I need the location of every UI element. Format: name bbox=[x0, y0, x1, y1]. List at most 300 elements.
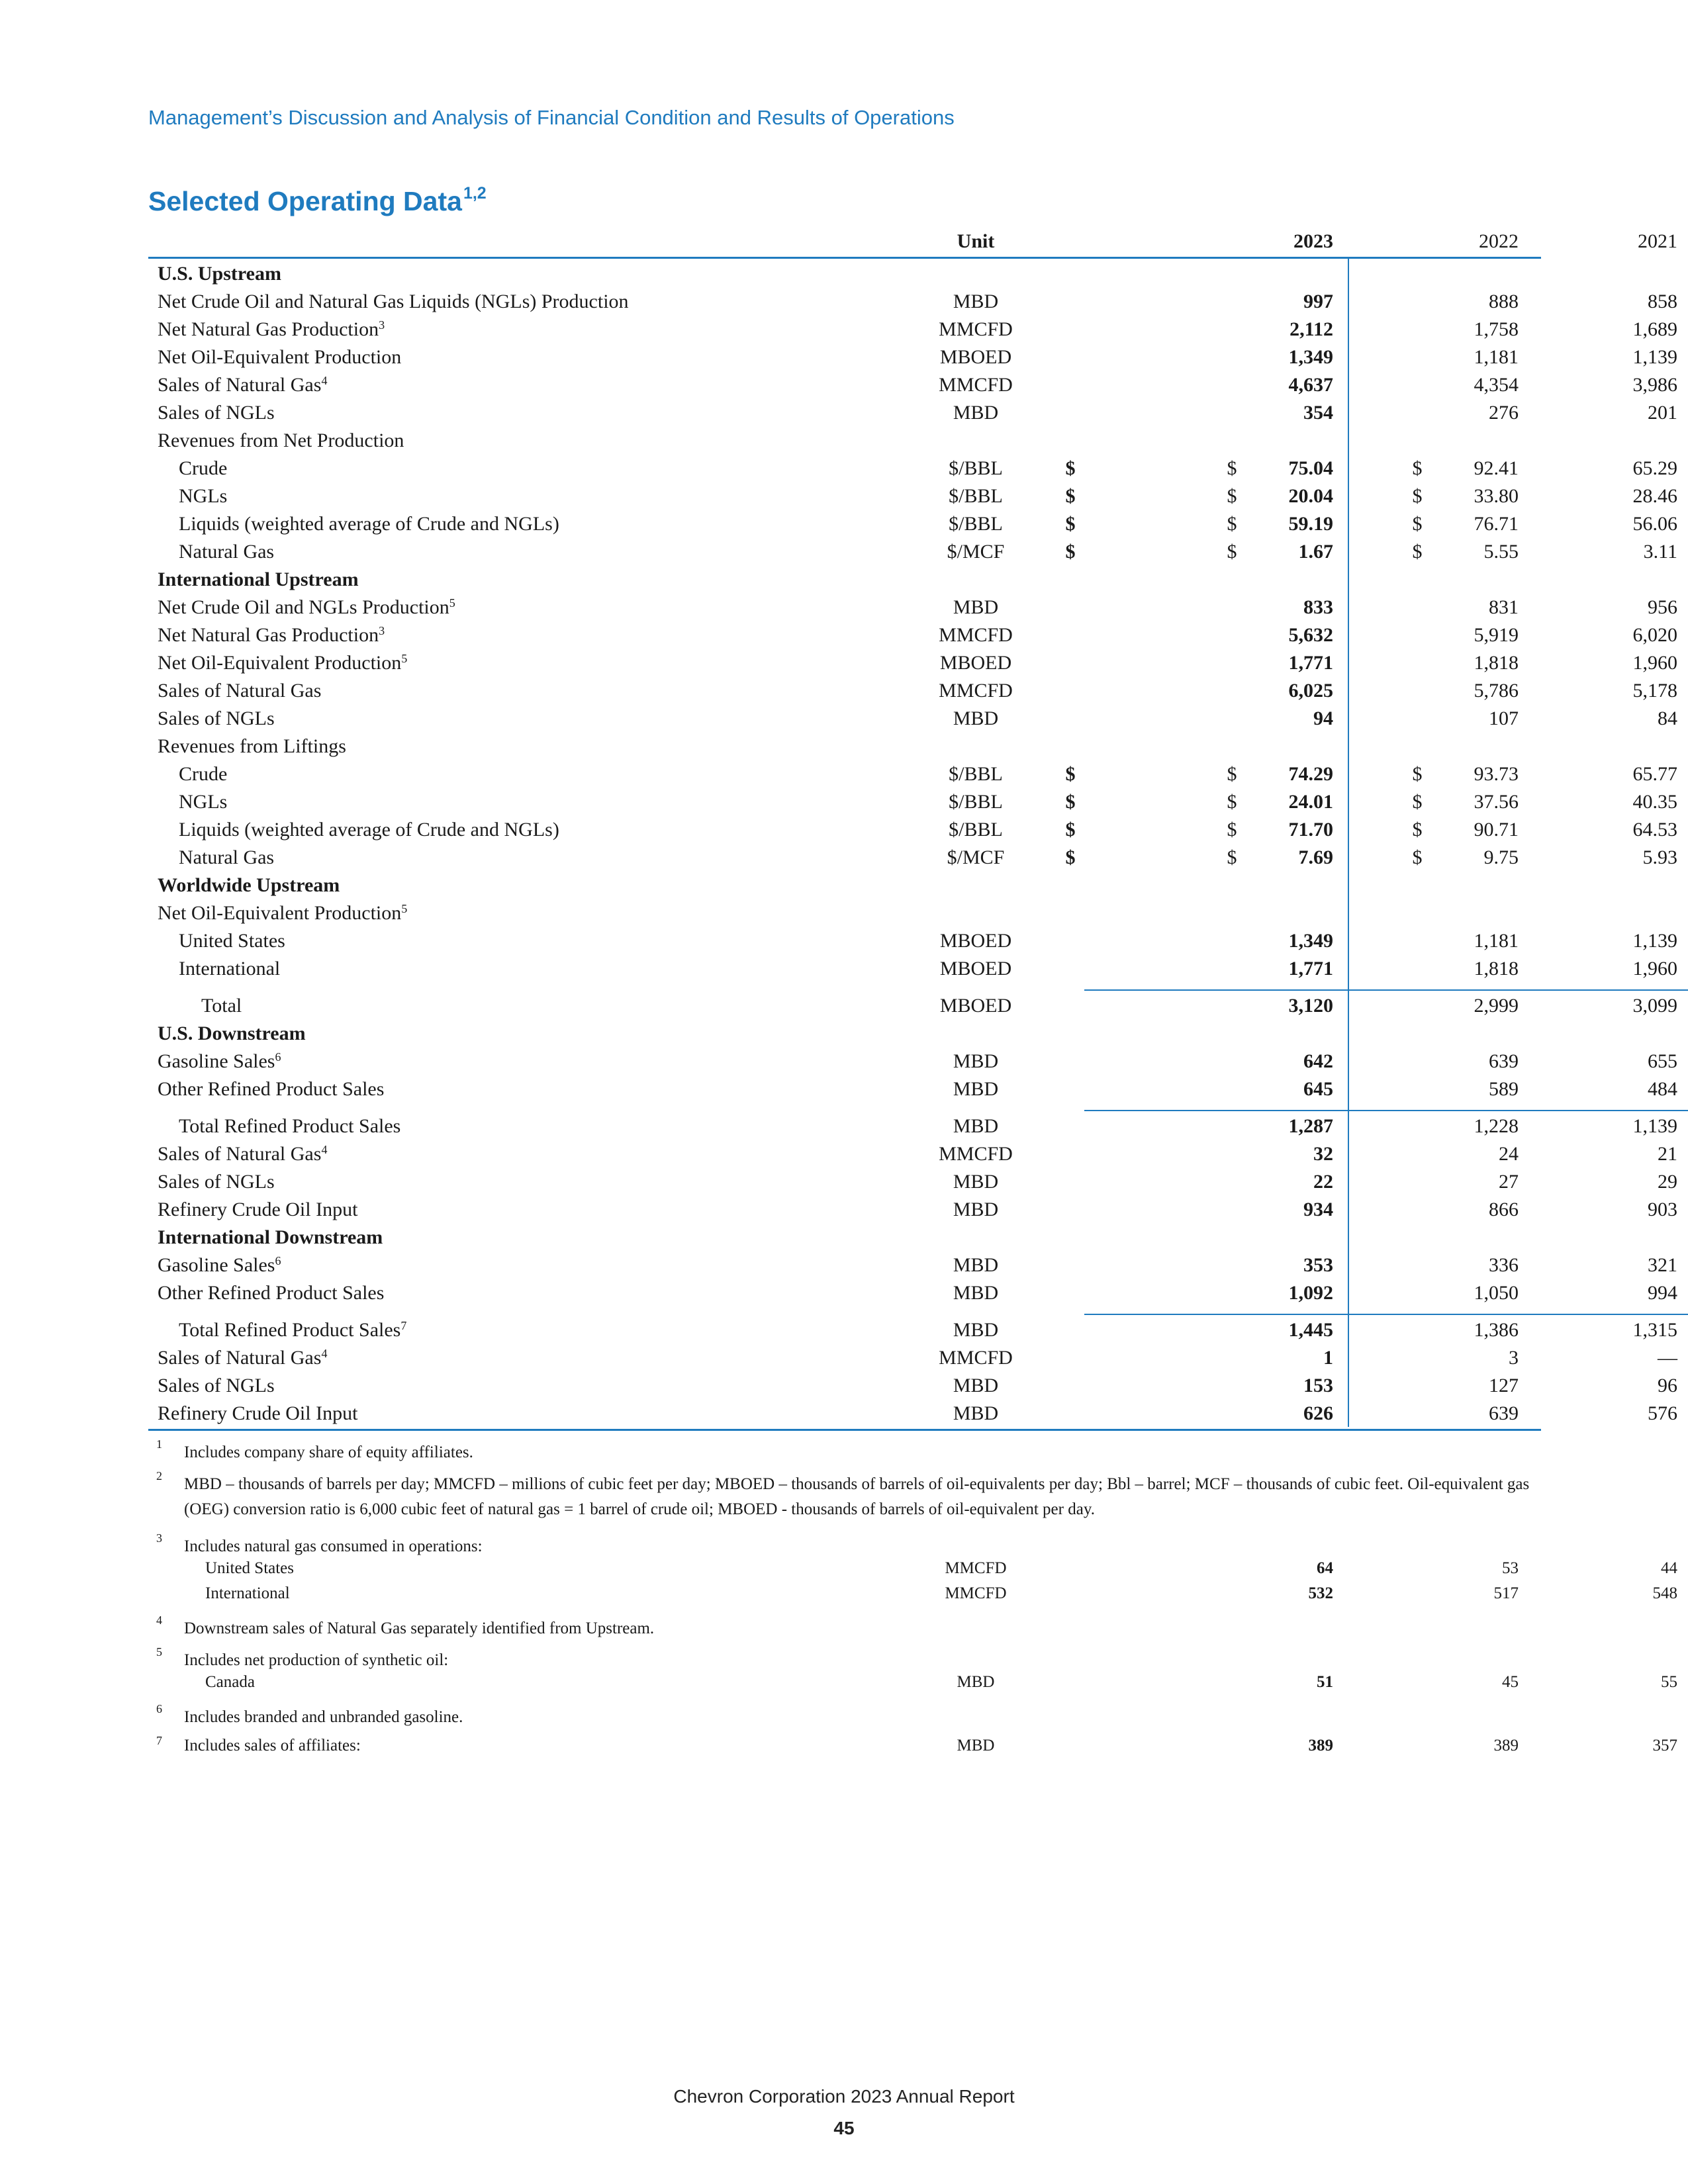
value-2023: 626 bbox=[1303, 1402, 1333, 1424]
section-heading-row bbox=[148, 1222, 1541, 1250]
value-2023: 24.01 bbox=[1288, 791, 1333, 813]
row-unit: MBD bbox=[953, 1078, 999, 1100]
value-2021: — bbox=[1658, 1347, 1677, 1369]
row-label-text: Worldwide Upstream bbox=[158, 874, 340, 896]
row-unit: MBD bbox=[953, 1115, 999, 1137]
row-label-text: Sales of NGLs bbox=[158, 707, 275, 729]
currency-symbol-2023: $ bbox=[1065, 791, 1076, 813]
row-label bbox=[179, 485, 227, 508]
footnote-ref: 5 bbox=[401, 902, 408, 915]
row-label bbox=[158, 263, 281, 285]
value-2021: 1,960 bbox=[1632, 958, 1677, 979]
footnote-row-value-2021: 357 bbox=[1652, 1737, 1677, 1754]
value-2023: 4,637 bbox=[1288, 374, 1333, 396]
value-2022: 76.71 bbox=[1474, 513, 1519, 535]
footnote-3-row bbox=[148, 1559, 1677, 1584]
currency-symbol-2022: $ bbox=[1227, 819, 1237, 841]
value-2022: 127 bbox=[1489, 1375, 1519, 1396]
footnote-row-value-2021: 44 bbox=[1661, 1559, 1677, 1577]
footnote-ref: 4 bbox=[321, 1347, 328, 1360]
subtotal-rule bbox=[1084, 989, 1688, 991]
row-label-text: NGLs bbox=[179, 485, 228, 507]
footnote-text: Includes net production of synthetic oil: bbox=[184, 1651, 449, 1669]
table-row bbox=[148, 926, 1677, 954]
row-unit: MMCFD bbox=[939, 318, 1013, 340]
currency-symbol-2023: $ bbox=[1065, 513, 1076, 535]
footnote-text: Includes natural gas consumed in operations: bbox=[184, 1537, 483, 1555]
footnote-3-row bbox=[148, 1584, 1677, 1610]
row-label bbox=[179, 513, 559, 535]
footnote-row-value-2023: 389 bbox=[1308, 1737, 1333, 1754]
footnote-row-value-2022: 517 bbox=[1493, 1584, 1519, 1602]
value-2021: 28.46 bbox=[1632, 485, 1677, 507]
value-2023: 2,112 bbox=[1289, 318, 1333, 340]
value-2021: 29 bbox=[1658, 1171, 1677, 1193]
table-row bbox=[148, 676, 1677, 704]
value-2021: 1,315 bbox=[1632, 1319, 1677, 1341]
row-label-text: Net Crude Oil and Natural Gas Liquids (NGLs) Production bbox=[158, 291, 629, 312]
page-number: 45 bbox=[833, 2118, 855, 2138]
table-row bbox=[148, 342, 1677, 370]
operating-data-table bbox=[148, 225, 1677, 1431]
footnote-ref: 6 bbox=[275, 1254, 281, 1267]
value-2021: 1,689 bbox=[1632, 318, 1677, 340]
row-label-text: Natural Gas bbox=[179, 541, 275, 563]
table-row bbox=[148, 398, 1677, 426]
row-unit: MMCFD bbox=[939, 680, 1013, 702]
footnote-3 bbox=[148, 1531, 1541, 1559]
currency-symbol-2021: $ bbox=[1412, 819, 1423, 841]
value-2022: 589 bbox=[1489, 1078, 1519, 1100]
section-title-text: Selected Operating Data bbox=[148, 186, 462, 216]
value-2023: 934 bbox=[1303, 1199, 1333, 1220]
value-2021: 1,960 bbox=[1632, 652, 1677, 674]
value-2023: 1,445 bbox=[1288, 1319, 1333, 1341]
currency-symbol-2023: $ bbox=[1065, 457, 1076, 479]
row-label-text: Crude bbox=[179, 763, 228, 785]
row-label-text: Refinery Crude Oil Input bbox=[158, 1402, 358, 1424]
value-2022: 33.80 bbox=[1474, 485, 1519, 507]
currency-symbol-2023: $ bbox=[1065, 846, 1076, 868]
value-2021: 3.11 bbox=[1643, 541, 1677, 563]
table-row bbox=[148, 370, 1677, 398]
footnotes bbox=[148, 1437, 1677, 1762]
row-label bbox=[158, 624, 385, 647]
value-2023: 354 bbox=[1303, 402, 1333, 424]
currency-symbol-2022: $ bbox=[1227, 791, 1237, 813]
footnote-row-label: Canada bbox=[205, 1673, 255, 1691]
table-row bbox=[148, 1046, 1677, 1074]
value-2023: 6,025 bbox=[1288, 680, 1333, 702]
row-label bbox=[158, 652, 407, 674]
row-label bbox=[179, 541, 274, 563]
footnote-row-value-2023: 51 bbox=[1317, 1673, 1333, 1691]
table-header-row bbox=[148, 225, 1677, 259]
row-unit: $/BBL bbox=[949, 457, 1003, 479]
section-heading-row bbox=[148, 259, 1541, 287]
row-label-text: Net Oil-Equivalent Production bbox=[158, 346, 402, 368]
row-label bbox=[179, 1115, 400, 1138]
value-2021: 321 bbox=[1648, 1254, 1677, 1276]
row-label-text: Gasoline Sales bbox=[158, 1050, 275, 1072]
row-unit: MBOED bbox=[939, 652, 1012, 674]
table-row bbox=[148, 1195, 1677, 1222]
value-2023: 353 bbox=[1303, 1254, 1333, 1276]
row-unit: MBOED bbox=[939, 930, 1012, 952]
row-label-text: Crude bbox=[179, 457, 228, 479]
row-unit: MBD bbox=[953, 291, 999, 312]
value-2023: 5,632 bbox=[1288, 624, 1333, 646]
row-unit: MMCFD bbox=[939, 374, 1013, 396]
row-label-text: Other Refined Product Sales bbox=[158, 1078, 385, 1100]
currency-symbol-2021: $ bbox=[1412, 846, 1423, 868]
value-2022: 639 bbox=[1489, 1402, 1519, 1424]
value-2023: 1,771 bbox=[1288, 652, 1333, 674]
value-2021: 3,986 bbox=[1632, 374, 1677, 396]
table-body bbox=[148, 259, 1677, 1426]
total-row bbox=[148, 1315, 1677, 1343]
row-unit: MBD bbox=[953, 1050, 999, 1072]
row-unit: $/BBL bbox=[949, 513, 1003, 535]
footnote-row-value-2021: 548 bbox=[1652, 1584, 1677, 1602]
row-label bbox=[158, 680, 321, 702]
row-unit: MMCFD bbox=[939, 1347, 1013, 1369]
value-2022: 5,919 bbox=[1474, 624, 1519, 646]
row-label-text: Sales of Natural Gas bbox=[158, 1347, 322, 1369]
section-heading-row bbox=[148, 1019, 1541, 1046]
value-2022: 866 bbox=[1489, 1199, 1519, 1220]
column-header-2021: 2021 bbox=[1638, 230, 1677, 252]
row-label-text: Sales of Natural Gas bbox=[158, 1143, 322, 1165]
value-2023: 22 bbox=[1313, 1171, 1333, 1193]
currency-symbol-2022: $ bbox=[1227, 846, 1237, 868]
value-2022: 639 bbox=[1489, 1050, 1519, 1072]
row-label-text: Revenues from Liftings bbox=[158, 735, 346, 757]
row-label bbox=[158, 902, 407, 925]
row-label-text: Total Refined Product Sales bbox=[179, 1319, 401, 1341]
row-unit: MBD bbox=[953, 707, 999, 729]
row-unit: $/BBL bbox=[949, 791, 1003, 813]
total-row bbox=[148, 991, 1677, 1019]
table-row bbox=[148, 787, 1677, 815]
value-2021: 484 bbox=[1648, 1078, 1677, 1100]
footnote-row-value-2022: 45 bbox=[1502, 1673, 1519, 1691]
table-row bbox=[148, 954, 1677, 981]
currency-symbol-2021: $ bbox=[1412, 791, 1423, 813]
footnote-ref: 4 bbox=[321, 1143, 328, 1156]
table-row bbox=[148, 842, 1677, 870]
table-row bbox=[148, 620, 1677, 648]
value-2023: 59.19 bbox=[1288, 513, 1333, 535]
currency-symbol-2023: $ bbox=[1065, 541, 1076, 563]
row-unit: MBD bbox=[953, 402, 999, 424]
table-row bbox=[148, 481, 1677, 509]
row-label bbox=[158, 596, 455, 619]
value-2021: 3,099 bbox=[1632, 995, 1677, 1017]
footnote-text: Includes company share of equity affiliates. bbox=[184, 1443, 473, 1461]
row-label bbox=[158, 707, 275, 730]
row-label bbox=[158, 318, 385, 341]
footnote-2 bbox=[148, 1469, 1541, 1530]
table-row bbox=[148, 1343, 1677, 1371]
value-2021: 858 bbox=[1648, 291, 1677, 312]
value-2022: 1,818 bbox=[1474, 958, 1519, 979]
footnote-ref: 4 bbox=[321, 374, 328, 387]
footnote-row-value-2021: 55 bbox=[1661, 1673, 1677, 1691]
table-row bbox=[148, 1074, 1677, 1102]
table-row bbox=[148, 537, 1677, 565]
row-label-text: Other Refined Product Sales bbox=[158, 1282, 385, 1304]
row-label bbox=[158, 402, 275, 424]
row-label bbox=[179, 958, 280, 980]
table-row bbox=[148, 453, 1677, 481]
value-2023: 833 bbox=[1303, 596, 1333, 618]
row-label-text: Net Crude Oil and NGLs Production bbox=[158, 596, 449, 618]
row-label bbox=[179, 846, 274, 869]
row-label bbox=[158, 874, 340, 897]
currency-symbol-2021: $ bbox=[1412, 763, 1423, 785]
row-label-text: Liquids (weighted average of Crude and NGLs) bbox=[179, 513, 559, 535]
row-label-text: International Upstream bbox=[158, 569, 359, 590]
value-2023: 7.69 bbox=[1298, 846, 1333, 868]
value-2021: 1,139 bbox=[1632, 930, 1677, 952]
footnote-ref: 5 bbox=[449, 596, 455, 610]
column-header-unit: Unit bbox=[957, 230, 995, 252]
row-unit: MBD bbox=[953, 1171, 999, 1193]
row-label-text: U.S. Downstream bbox=[158, 1023, 306, 1044]
section-heading-row bbox=[148, 565, 1541, 592]
value-2023: 1.67 bbox=[1298, 541, 1333, 563]
row-label bbox=[179, 763, 227, 786]
value-2021: 5.93 bbox=[1642, 846, 1677, 868]
row-label bbox=[158, 374, 327, 396]
row-label bbox=[179, 791, 227, 813]
row-label bbox=[158, 346, 401, 369]
report-footer: Chevron Corporation 2023 Annual Report bbox=[673, 2086, 1015, 2107]
value-2023: 1,771 bbox=[1288, 958, 1333, 979]
row-label-text: Sales of NGLs bbox=[158, 402, 275, 424]
subtotal-rule bbox=[1084, 1110, 1688, 1111]
row-unit: $/BBL bbox=[949, 485, 1003, 507]
row-label bbox=[158, 1050, 281, 1073]
row-label-text: Net Oil-Equivalent Production bbox=[158, 902, 402, 924]
row-unit: MBD bbox=[953, 1199, 999, 1220]
value-2022: 9.75 bbox=[1483, 846, 1519, 868]
table-bottom-rule bbox=[148, 1429, 1541, 1431]
table-row bbox=[148, 509, 1677, 537]
value-2021: 64.53 bbox=[1632, 819, 1677, 841]
footnote-text: Downstream sales of Natural Gas separately identified from Upstream. bbox=[184, 1619, 655, 1637]
currency-symbol-2022: $ bbox=[1227, 541, 1237, 563]
value-2021: 201 bbox=[1648, 402, 1677, 424]
row-label-text: International Downstream bbox=[158, 1226, 383, 1248]
row-unit: MBOED bbox=[939, 995, 1012, 1017]
value-2023: 3,120 bbox=[1288, 995, 1333, 1017]
row-label-text: U.S. Upstream bbox=[158, 263, 281, 285]
row-label bbox=[158, 1226, 383, 1249]
row-label bbox=[158, 1282, 384, 1304]
value-2022: 1,050 bbox=[1474, 1282, 1519, 1304]
footnote-5 bbox=[148, 1645, 1541, 1673]
row-label-text: Total Refined Product Sales bbox=[179, 1115, 401, 1137]
footnote-ref: 3 bbox=[379, 624, 385, 637]
value-2021: 84 bbox=[1658, 707, 1677, 729]
table-row bbox=[148, 1398, 1677, 1426]
value-2021: 576 bbox=[1648, 1402, 1677, 1424]
footnote-number: 2 bbox=[156, 1469, 162, 1482]
value-2022: 276 bbox=[1489, 402, 1519, 424]
value-2022: 27 bbox=[1499, 1171, 1519, 1193]
value-2022: 1,181 bbox=[1474, 346, 1519, 368]
currency-symbol-2022: $ bbox=[1227, 763, 1237, 785]
footnote-1 bbox=[148, 1437, 1541, 1471]
value-2022: 107 bbox=[1489, 707, 1519, 729]
row-label-text: International bbox=[179, 958, 281, 979]
table-row bbox=[148, 898, 1541, 926]
table-row bbox=[148, 314, 1677, 342]
table-row bbox=[148, 1139, 1677, 1167]
section-title bbox=[148, 184, 487, 217]
table-row bbox=[148, 648, 1677, 676]
value-2023: 32 bbox=[1313, 1143, 1333, 1165]
value-2021: 1,139 bbox=[1632, 1115, 1677, 1137]
value-2023: 1,349 bbox=[1288, 930, 1333, 952]
value-2022: 5,786 bbox=[1474, 680, 1519, 702]
row-unit: MMCFD bbox=[939, 1143, 1013, 1165]
table-row bbox=[148, 815, 1677, 842]
value-2023: 75.04 bbox=[1288, 457, 1333, 479]
table-row bbox=[148, 426, 1541, 453]
row-unit: MBD bbox=[953, 1402, 999, 1424]
currency-symbol-2022: $ bbox=[1227, 513, 1237, 535]
footnote-6 bbox=[148, 1702, 1541, 1730]
row-unit: MBD bbox=[953, 1254, 999, 1276]
currency-symbol-2021: $ bbox=[1412, 457, 1423, 479]
footnote-number: 7 bbox=[156, 1734, 162, 1747]
footnote-number: 1 bbox=[156, 1437, 162, 1451]
value-2023: 74.29 bbox=[1288, 763, 1333, 785]
row-label bbox=[201, 995, 242, 1017]
row-label-text: Sales of Natural Gas bbox=[158, 374, 322, 396]
footnote-row-label: International bbox=[205, 1584, 290, 1602]
section-title-footnote-ref: 1,2 bbox=[463, 184, 487, 203]
value-2021: 65.77 bbox=[1632, 763, 1677, 785]
value-2023: 1 bbox=[1323, 1347, 1333, 1369]
column-header-2022: 2022 bbox=[1479, 230, 1519, 252]
value-2022: 831 bbox=[1489, 596, 1519, 618]
row-unit: MBOED bbox=[939, 346, 1012, 368]
value-2021: 56.06 bbox=[1632, 513, 1677, 535]
value-2023: 94 bbox=[1313, 707, 1333, 729]
table-row bbox=[148, 287, 1677, 314]
footnote-number: 5 bbox=[156, 1645, 162, 1659]
value-2023: 997 bbox=[1303, 291, 1333, 312]
value-2021: 1,139 bbox=[1632, 346, 1677, 368]
row-unit: $/BBL bbox=[949, 819, 1003, 841]
value-2022: 37.56 bbox=[1474, 791, 1519, 813]
footnote-row-unit: MBD bbox=[957, 1737, 995, 1754]
row-label-text: Natural Gas bbox=[179, 846, 275, 868]
footnote-ref: 5 bbox=[401, 652, 408, 665]
row-unit: MBOED bbox=[939, 958, 1012, 979]
row-label bbox=[158, 1078, 384, 1101]
footnote-row-unit: MBD bbox=[957, 1673, 995, 1691]
value-2022: 1,758 bbox=[1474, 318, 1519, 340]
value-2023: 1,349 bbox=[1288, 346, 1333, 368]
footnote-ref: 6 bbox=[275, 1050, 281, 1064]
value-2022: 1,386 bbox=[1474, 1319, 1519, 1341]
footnote-row-value-2023: 532 bbox=[1308, 1584, 1333, 1602]
value-2021: 5,178 bbox=[1632, 680, 1677, 702]
table-row bbox=[148, 1167, 1677, 1195]
row-label bbox=[158, 1402, 357, 1425]
row-label bbox=[158, 1375, 275, 1397]
footnote-number: 3 bbox=[156, 1531, 162, 1545]
footnote-5-row bbox=[148, 1673, 1677, 1698]
value-2022: 2,999 bbox=[1474, 995, 1519, 1017]
value-2021: 6,020 bbox=[1632, 624, 1677, 646]
value-2022: 24 bbox=[1499, 1143, 1519, 1165]
row-label bbox=[158, 569, 359, 591]
page-header: Management’s Discussion and Analysis of Financial Condition and Results of Operations bbox=[148, 106, 955, 129]
currency-symbol-2022: $ bbox=[1227, 457, 1237, 479]
value-2021: 65.29 bbox=[1632, 457, 1677, 479]
value-2022: 3 bbox=[1509, 1347, 1519, 1369]
row-label-text: Sales of NGLs bbox=[158, 1375, 275, 1396]
value-2021: 40.35 bbox=[1632, 791, 1677, 813]
column-header-2023: 2023 bbox=[1293, 230, 1333, 252]
row-unit: $/MCF bbox=[947, 541, 1005, 563]
value-2022: 4,354 bbox=[1474, 374, 1519, 396]
value-2021: 956 bbox=[1648, 596, 1677, 618]
row-unit: $/BBL bbox=[949, 763, 1003, 785]
footnote-number: 4 bbox=[156, 1614, 162, 1627]
row-label-text: NGLs bbox=[179, 791, 228, 813]
row-label-text: Net Oil-Equivalent Production bbox=[158, 652, 402, 674]
value-2021: 655 bbox=[1648, 1050, 1677, 1072]
table-row bbox=[148, 592, 1677, 620]
footnote-4 bbox=[148, 1616, 1541, 1641]
value-2022: 888 bbox=[1489, 291, 1519, 312]
footnote-row-value-2022: 389 bbox=[1493, 1737, 1519, 1754]
currency-symbol-2021: $ bbox=[1412, 485, 1423, 507]
footnote-row-unit: MMCFD bbox=[945, 1584, 1007, 1602]
value-2022: 336 bbox=[1489, 1254, 1519, 1276]
row-label bbox=[158, 1254, 281, 1277]
row-label bbox=[179, 1319, 406, 1342]
row-label-text: United States bbox=[179, 930, 285, 952]
value-2022: 93.73 bbox=[1474, 763, 1519, 785]
row-unit: MBD bbox=[953, 1375, 999, 1396]
value-2022: 90.71 bbox=[1474, 819, 1519, 841]
row-label-text: Sales of Natural Gas bbox=[158, 680, 322, 702]
row-label-text: Total bbox=[201, 995, 242, 1017]
value-2022: 92.41 bbox=[1474, 457, 1519, 479]
total-row bbox=[148, 1111, 1677, 1139]
value-2023: 1,092 bbox=[1288, 1282, 1333, 1304]
row-label bbox=[158, 1023, 306, 1045]
value-2023: 20.04 bbox=[1288, 485, 1333, 507]
row-unit: MBD bbox=[953, 1282, 999, 1304]
value-2023: 1,287 bbox=[1288, 1115, 1333, 1137]
value-2023: 153 bbox=[1303, 1375, 1333, 1396]
table-row bbox=[148, 759, 1677, 787]
footnote-row-value-2023: 64 bbox=[1317, 1559, 1333, 1577]
row-label bbox=[158, 735, 346, 758]
footnote-row-label: United States bbox=[205, 1559, 295, 1577]
footnote-text: Includes branded and unbranded gasoline. bbox=[184, 1708, 463, 1726]
currency-symbol-2021: $ bbox=[1412, 541, 1423, 563]
